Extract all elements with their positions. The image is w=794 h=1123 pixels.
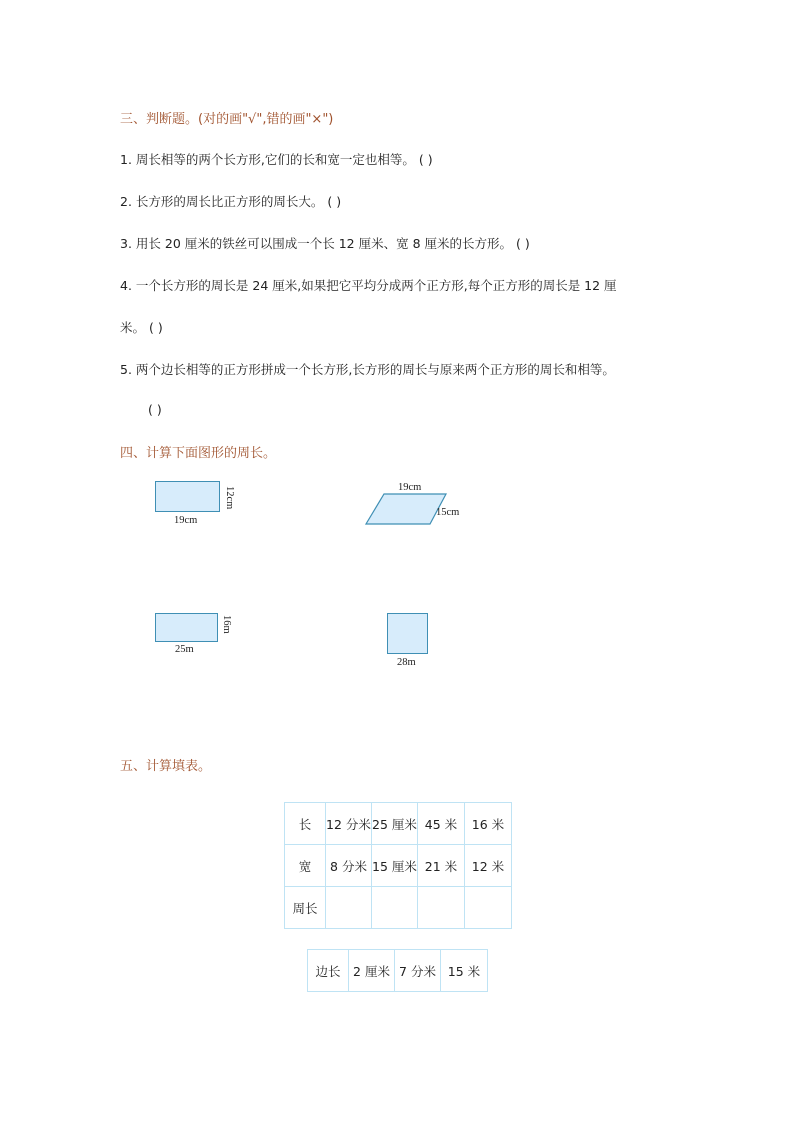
table-cell: 21 米: [418, 845, 465, 887]
figure-2-top-label: 19cm: [398, 482, 422, 493]
figure-1-side-label: 12cm: [224, 486, 235, 510]
table-row-length: [285, 803, 512, 845]
figure-4-bottom-label: 28m: [397, 657, 416, 668]
table-cell: 12 米: [465, 845, 512, 887]
table-cell: 12 分米: [326, 803, 372, 845]
table-cell: 16 米: [465, 803, 512, 845]
answer-cell[interactable]: [326, 887, 372, 929]
question-5-answer-blank: ( ): [148, 402, 162, 417]
table-cell: 15 米: [441, 950, 488, 992]
figure-1-bottom-label: 19cm: [174, 515, 198, 526]
table-cell: 长: [285, 803, 326, 845]
table-cell: 宽: [285, 845, 326, 887]
figure-rectangle-2: [155, 613, 218, 642]
table-cell: 2 厘米: [349, 950, 395, 992]
figure-3-side-label: 16m: [221, 615, 232, 634]
figure-rectangle-1: [155, 481, 220, 512]
question-5-line-1: 5. 两个边长相等的正方形拼成一个长方形,长方形的周长与原来两个正方形的周长和相等。: [120, 362, 615, 377]
figure-2-side-label: 15cm: [436, 507, 460, 518]
question-1: 1. 周长相等的两个长方形,它们的长和宽一定也相等。 ( ): [120, 152, 433, 167]
answer-cell[interactable]: [465, 887, 512, 929]
table-cell: 8 分米: [326, 845, 372, 887]
question-4-line-1: 4. 一个长方形的周长是 24 厘米,如果把它平均分成两个正方形,每个正方形的周长是 12 厘: [120, 278, 617, 293]
table-cell: 15 厘米: [372, 845, 418, 887]
table-cell: 45 米: [418, 803, 465, 845]
table-row-width: [285, 845, 512, 887]
table-row-perimeter: [285, 887, 512, 929]
table-cell: 7 分米: [395, 950, 441, 992]
section-4-title: 四、计算下面图形的周长。: [120, 446, 277, 461]
figure-square: [387, 613, 428, 654]
answer-cell[interactable]: [418, 887, 465, 929]
table-row-side: [308, 950, 488, 992]
question-4-line-2: 米。 ( ): [120, 320, 163, 335]
table-cell: 边长: [308, 950, 349, 992]
rectangle-perimeter-table: [284, 802, 512, 929]
question-3: 3. 用长 20 厘米的铁丝可以围成一个长 12 厘米、宽 8 厘米的长方形。 ( ): [120, 236, 530, 251]
table-cell: 25 厘米: [372, 803, 418, 845]
section-5-title: 五、计算填表。: [120, 759, 212, 774]
question-2: 2. 长方形的周长比正方形的周长大。 ( ): [120, 194, 342, 209]
section-3-title: 三、判断题。(对的画"√",错的画"×"): [120, 112, 334, 127]
square-side-table: [307, 949, 488, 992]
answer-cell[interactable]: [372, 887, 418, 929]
figure-3-bottom-label: 25m: [175, 644, 194, 655]
table-cell: 周长: [285, 887, 326, 929]
